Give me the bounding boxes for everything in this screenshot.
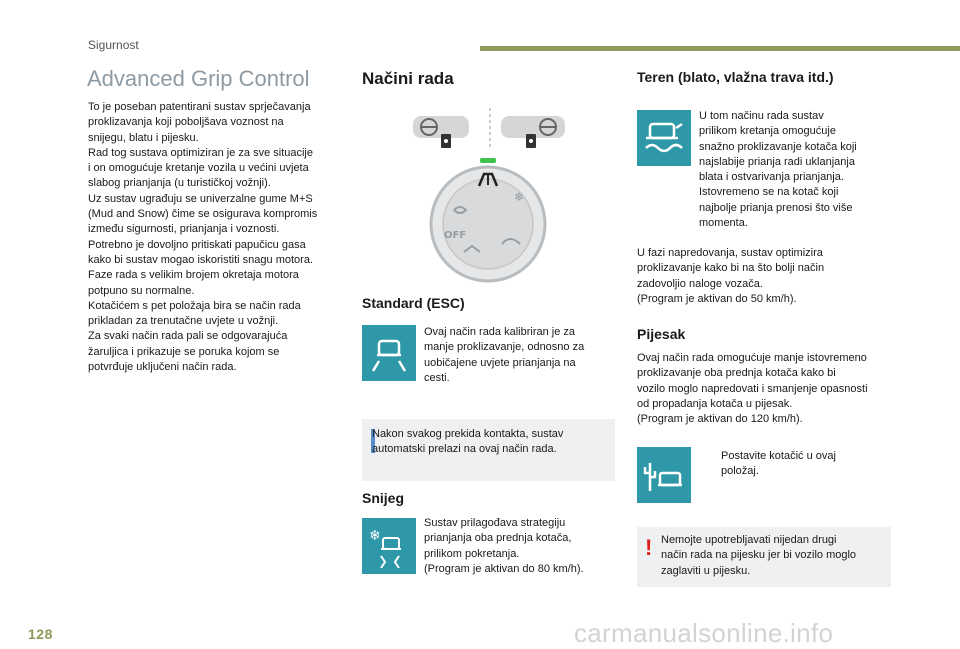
mode-selector-dial <box>424 156 552 284</box>
active-mode-led <box>480 158 496 163</box>
cactus-car-icon <box>642 455 686 495</box>
standard-heading: Standard (ESC) <box>362 295 465 311</box>
intro-text: To je poseban patentirani sustav sprječavanja proklizavanja koji poboljšava voznost na snijegu, blatu i pijesku. Rad tog sustava optimiziran je za sve situacije i on omogućuje kretanje vozila u većini uvjeta slabog prianjanja (u turističkoj vožnji). Uz sustav ugrađuju se univerzalne gume M+S (Mud and Snow) čime se osigurava kompromis između sigurnosti, prianjanja i voznosti. Potrebno je dovoljno pritiskati papučicu gasa kako bi sustav mogao iskoristiti snagu motora. Faze rada s velikim brojem okretaja motora potpuno su normalne. Kotačićem s pet položaja bira se način rada prikladan za trenutačne uvjete u vožnji. Za svaki način rada pali se odgovarajuća žaruljica i prikazuje se poruka kojom se potvrđuje uključeni način rada. <box>88 101 318 374</box>
snow-mode-icon-tile <box>362 518 416 574</box>
page-number: 128 <box>28 626 53 642</box>
watermark: carmanualsonline.info <box>574 618 834 648</box>
mud-extra-text: U fazi napredovanja, sustav optimizira proklizavanje kako bi na što bolji način zadovoljio naloge vozača. (Program je aktivan do 50 km/h). <box>637 247 825 305</box>
car-road-icon <box>369 333 409 373</box>
header-rule <box>480 46 960 51</box>
snowflake-car-icon <box>367 524 411 568</box>
warning-icon: ! <box>645 535 653 560</box>
info-note: Nakon svakog prekida kontakta, sustav automatski prelazi na ovaj način rada. <box>362 419 615 481</box>
modes-title: Načini rada <box>362 69 454 88</box>
sand-heading: Pijesak <box>637 326 686 342</box>
snow-mode-icon: ❄ <box>514 190 525 204</box>
mode-indicator-lamps <box>405 104 575 152</box>
mud-heading: Teren (blato, vlažna trava itd.) <box>637 69 834 85</box>
mud-text: U tom načinu rada sustav prilikom kretanja omogućuje snažno proklizavanje kotača koji najslabije prianja radi uklanjanja blata i ostvarivanja prianjanja. Istovremeno se na kotač koji najbolje prianja prenosi što više momenta. <box>699 110 857 230</box>
section-label: Sigurnost <box>88 38 139 52</box>
sand-instruction: Postavite kotačić u ovaj položaj. <box>703 449 883 480</box>
standard-mode-icon-tile <box>362 325 416 381</box>
sand-text: Ovaj način rada omogućuje manje istovremeno proklizavanje oba prednja kotača kako bi vozilo moglo napredovati i smanjenje opasnosti od propadanja kotača u pijesak. (Program je aktivan do 120 km/h). <box>637 352 868 426</box>
svg-text:❄: ❄ <box>369 528 381 544</box>
warning-note: ! Nemojte upotrebljavati nijedan drugi način rada na pijesku jer bi vozilo moglo zaglaviti u pijesku. <box>637 527 891 587</box>
car-mud-icon <box>642 118 686 158</box>
dial-off-label: OFF <box>444 230 467 241</box>
page-title: Advanced Grip Control <box>87 66 310 91</box>
sand-mode-icon-tile <box>637 447 691 503</box>
snow-text: Sustav prilagođava strategiju prianjanja oba prednja kotača, prilikom pokretanja. (Program je aktivan do 80 km/h). <box>424 517 584 575</box>
mud-mode-icon-tile <box>637 110 691 166</box>
bullet-arrow-icon <box>703 449 721 480</box>
standard-text: Ovaj način rada kalibriran je za manje proklizavanje, odnosno za uobičajene uvjete prianjanja na cesti. <box>424 326 585 384</box>
snow-heading: Snijeg <box>362 490 405 506</box>
